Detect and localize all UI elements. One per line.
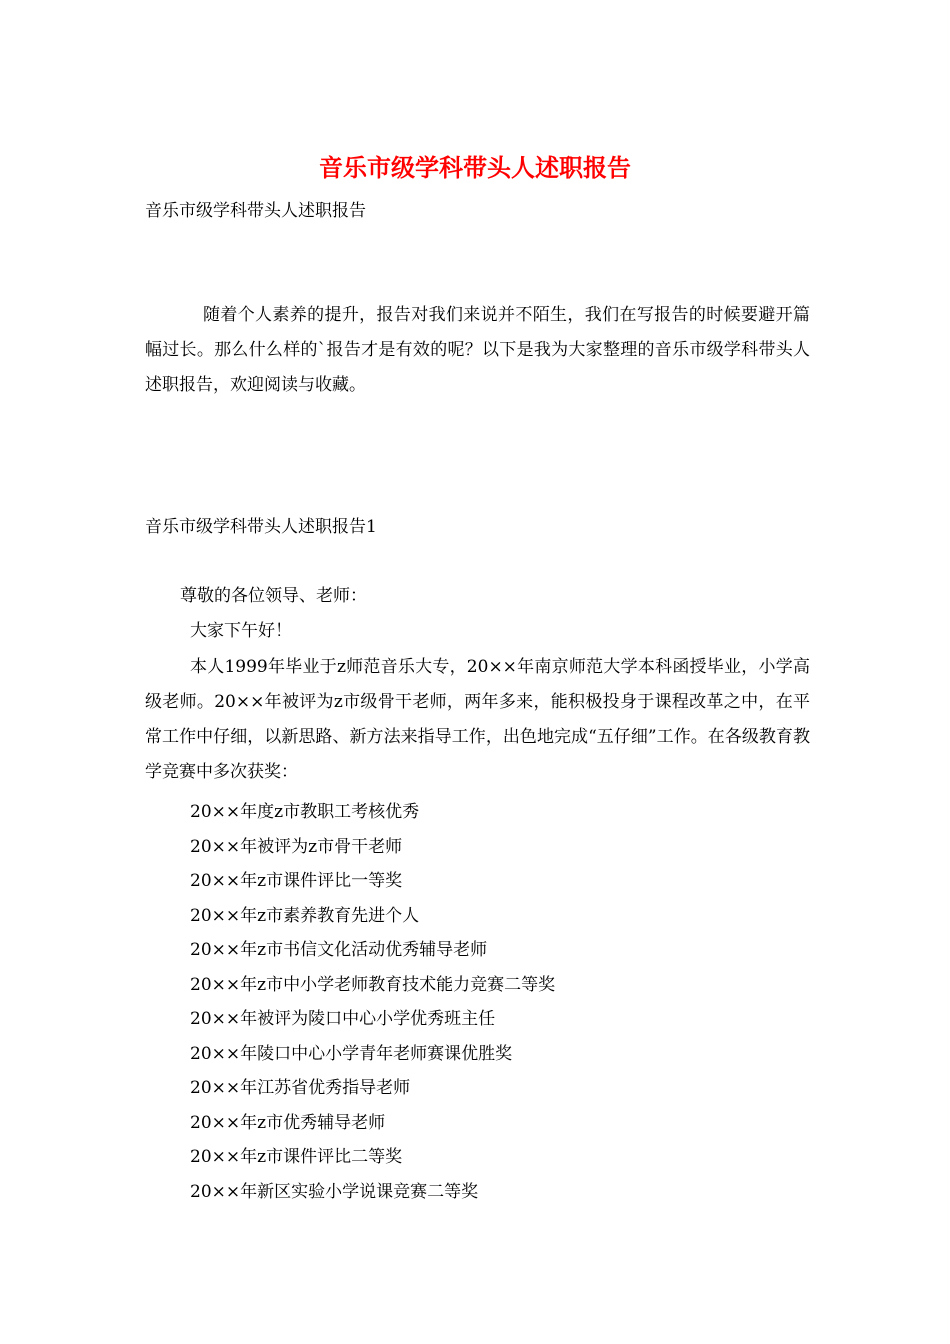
award-item: 20××年z市素养教育先进个人 [190,905,420,926]
award-item: 20××年被评为陵口中心小学优秀班主任 [190,1009,496,1029]
award-item: 20××年z市优秀辅导老师 [190,1112,386,1133]
body-paragraph: 本人1999年毕业于z师范音乐大专，20××年南京师范大学本科函授毕业，小学高级老师。20××年被评为z市级骨干老师，两年多来，能积极投身于课程改革之中，在平常工作中仔细，以新思路、新方法来指导工作，出色地完成“五仔细”工作。在各级教育教学竞赛中多次获奖： [145,657,810,782]
award-item: 20××年z市中小学老师教育技术能力竞赛二等奖 [190,974,556,995]
award-item: 20××年新区实验小学说课竞赛二等奖 [190,1181,479,1202]
document-title: 音乐市级学科带头人述职报告 [319,153,631,182]
award-item: 20××年度z市教职工考核优秀 [190,802,420,822]
salutation: 尊敬的各位领导、老师： [180,586,367,606]
award-item: 20××年z市课件评比二等奖 [190,1147,403,1167]
greeting-line: 大家下午好！ [190,621,292,641]
award-item: 20××年z市课件评比一等奖 [190,871,403,891]
intro-paragraph: 随着个人素养的提升，报告对我们来说并不陌生，我们在写报告的时候要避开篇幅过长。那么什么样的`报告才是有效的呢？以下是我为大家整理的音乐市级学科带头人述职报告，欢迎阅读与收藏。 [145,305,810,395]
awards-list [190,795,555,1209]
section-heading: 音乐市级学科带头人述职报告1 [145,517,377,537]
document-subtitle: 音乐市级学科带头人述职报告 [145,201,366,221]
award-item: 20××年陵口中心小学青年老师赛课优胜奖 [190,1043,513,1064]
award-item: 20××年z市书信文化活动优秀辅导老师 [190,940,488,960]
award-item: 20××年江苏省优秀指导老师 [190,1078,411,1098]
award-item: 20××年被评为z市骨干老师 [190,836,403,857]
